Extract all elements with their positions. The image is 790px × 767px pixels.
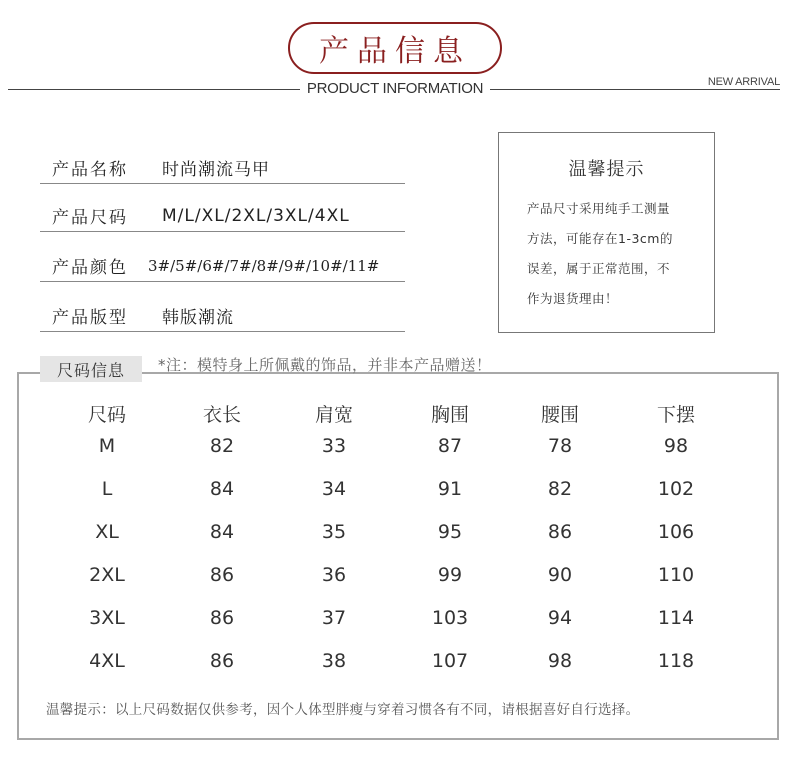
size-label-cell: XL: [95, 521, 119, 543]
size-value-cell: 99: [437, 564, 463, 586]
size-value-cell: 86: [209, 607, 235, 629]
info-value: 3#/5#/6#/7#/8#/9#/10#/11#: [148, 256, 380, 275]
size-header-cell: 衣长: [202, 404, 241, 426]
size-value-cell: 82: [547, 478, 573, 500]
size-value-cell: 110: [657, 564, 695, 586]
info-row-fit: [40, 300, 405, 332]
size-tab: 尺码信息: [40, 356, 142, 382]
size-value-cell: 95: [437, 521, 463, 543]
tips-line: 作为退货理由！: [527, 291, 619, 306]
size-footer-note: 温馨提示：以上尺码数据仅供参考，因个人体型胖瘦与穿着习惯各有不同，请根据喜好自行选择。: [46, 702, 640, 718]
size-table-box: [17, 372, 779, 740]
divider-right: [490, 89, 780, 90]
page-title: 产品信息: [288, 22, 502, 74]
size-value-cell: 102: [657, 478, 695, 500]
size-label-cell: L: [101, 478, 113, 500]
size-value-cell: 35: [321, 521, 347, 543]
size-value-cell: 37: [321, 607, 347, 629]
size-value-cell: 103: [431, 607, 469, 629]
tips-line: 误差，属于正常范围，不: [527, 261, 671, 276]
size-header-cell: 尺码: [87, 404, 126, 426]
size-value-cell: 86: [547, 521, 573, 543]
size-value-cell: 36: [321, 564, 347, 586]
page-subtitle: PRODUCT INFORMATION: [306, 80, 484, 97]
size-label-cell: 2XL: [89, 564, 125, 586]
divider-left: [8, 89, 300, 90]
size-value-cell: 90: [547, 564, 573, 586]
size-header-cell: 胸围: [430, 404, 469, 426]
info-label: 产品尺码: [52, 208, 128, 228]
size-value-cell: 91: [437, 478, 463, 500]
size-value-cell: 94: [547, 607, 573, 629]
info-value: 韩版潮流: [162, 308, 234, 328]
size-header-cell: 腰围: [540, 404, 579, 426]
size-value-cell: 84: [209, 521, 235, 543]
new-arrival-tag: NEW ARRIVAL: [707, 76, 780, 88]
info-row-size: [40, 200, 405, 232]
info-label: 产品名称: [52, 160, 128, 180]
size-value-cell: 118: [657, 650, 695, 672]
info-value: M/L/XL/2XL/3XL/4XL: [162, 205, 350, 226]
size-value-cell: 114: [657, 607, 695, 629]
tips-title: 温馨提示: [568, 159, 645, 180]
info-label: 产品颜色: [52, 258, 128, 278]
size-value-cell: 33: [321, 435, 347, 457]
info-label: 产品版型: [52, 308, 128, 328]
size-header-cell: 肩宽: [314, 404, 353, 426]
info-row-color: [40, 250, 405, 282]
size-value-cell: 86: [209, 650, 235, 672]
tips-box: [498, 132, 715, 333]
tips-line: 产品尺寸采用纯手工测量: [527, 201, 671, 216]
size-value-cell: 78: [547, 435, 573, 457]
size-header-cell: 下摆: [656, 404, 695, 426]
size-value-cell: 98: [663, 435, 689, 457]
info-row-name: [40, 152, 405, 184]
size-value-cell: 98: [547, 650, 573, 672]
size-note: *注：模特身上所佩戴的饰品，并非本产品赠送！: [158, 356, 492, 374]
size-label-cell: 4XL: [89, 650, 125, 672]
info-value: 时尚潮流马甲: [162, 160, 270, 180]
size-value-cell: 82: [209, 435, 235, 457]
size-value-cell: 34: [321, 478, 347, 500]
size-value-cell: 87: [437, 435, 463, 457]
size-value-cell: 84: [209, 478, 235, 500]
tips-line: 方法，可能存在1-3cm的: [527, 231, 673, 246]
size-value-cell: 106: [657, 521, 695, 543]
size-value-cell: 38: [321, 650, 347, 672]
size-label-cell: 3XL: [89, 607, 125, 629]
size-value-cell: 107: [431, 650, 469, 672]
size-label-cell: M: [98, 435, 116, 457]
size-value-cell: 86: [209, 564, 235, 586]
